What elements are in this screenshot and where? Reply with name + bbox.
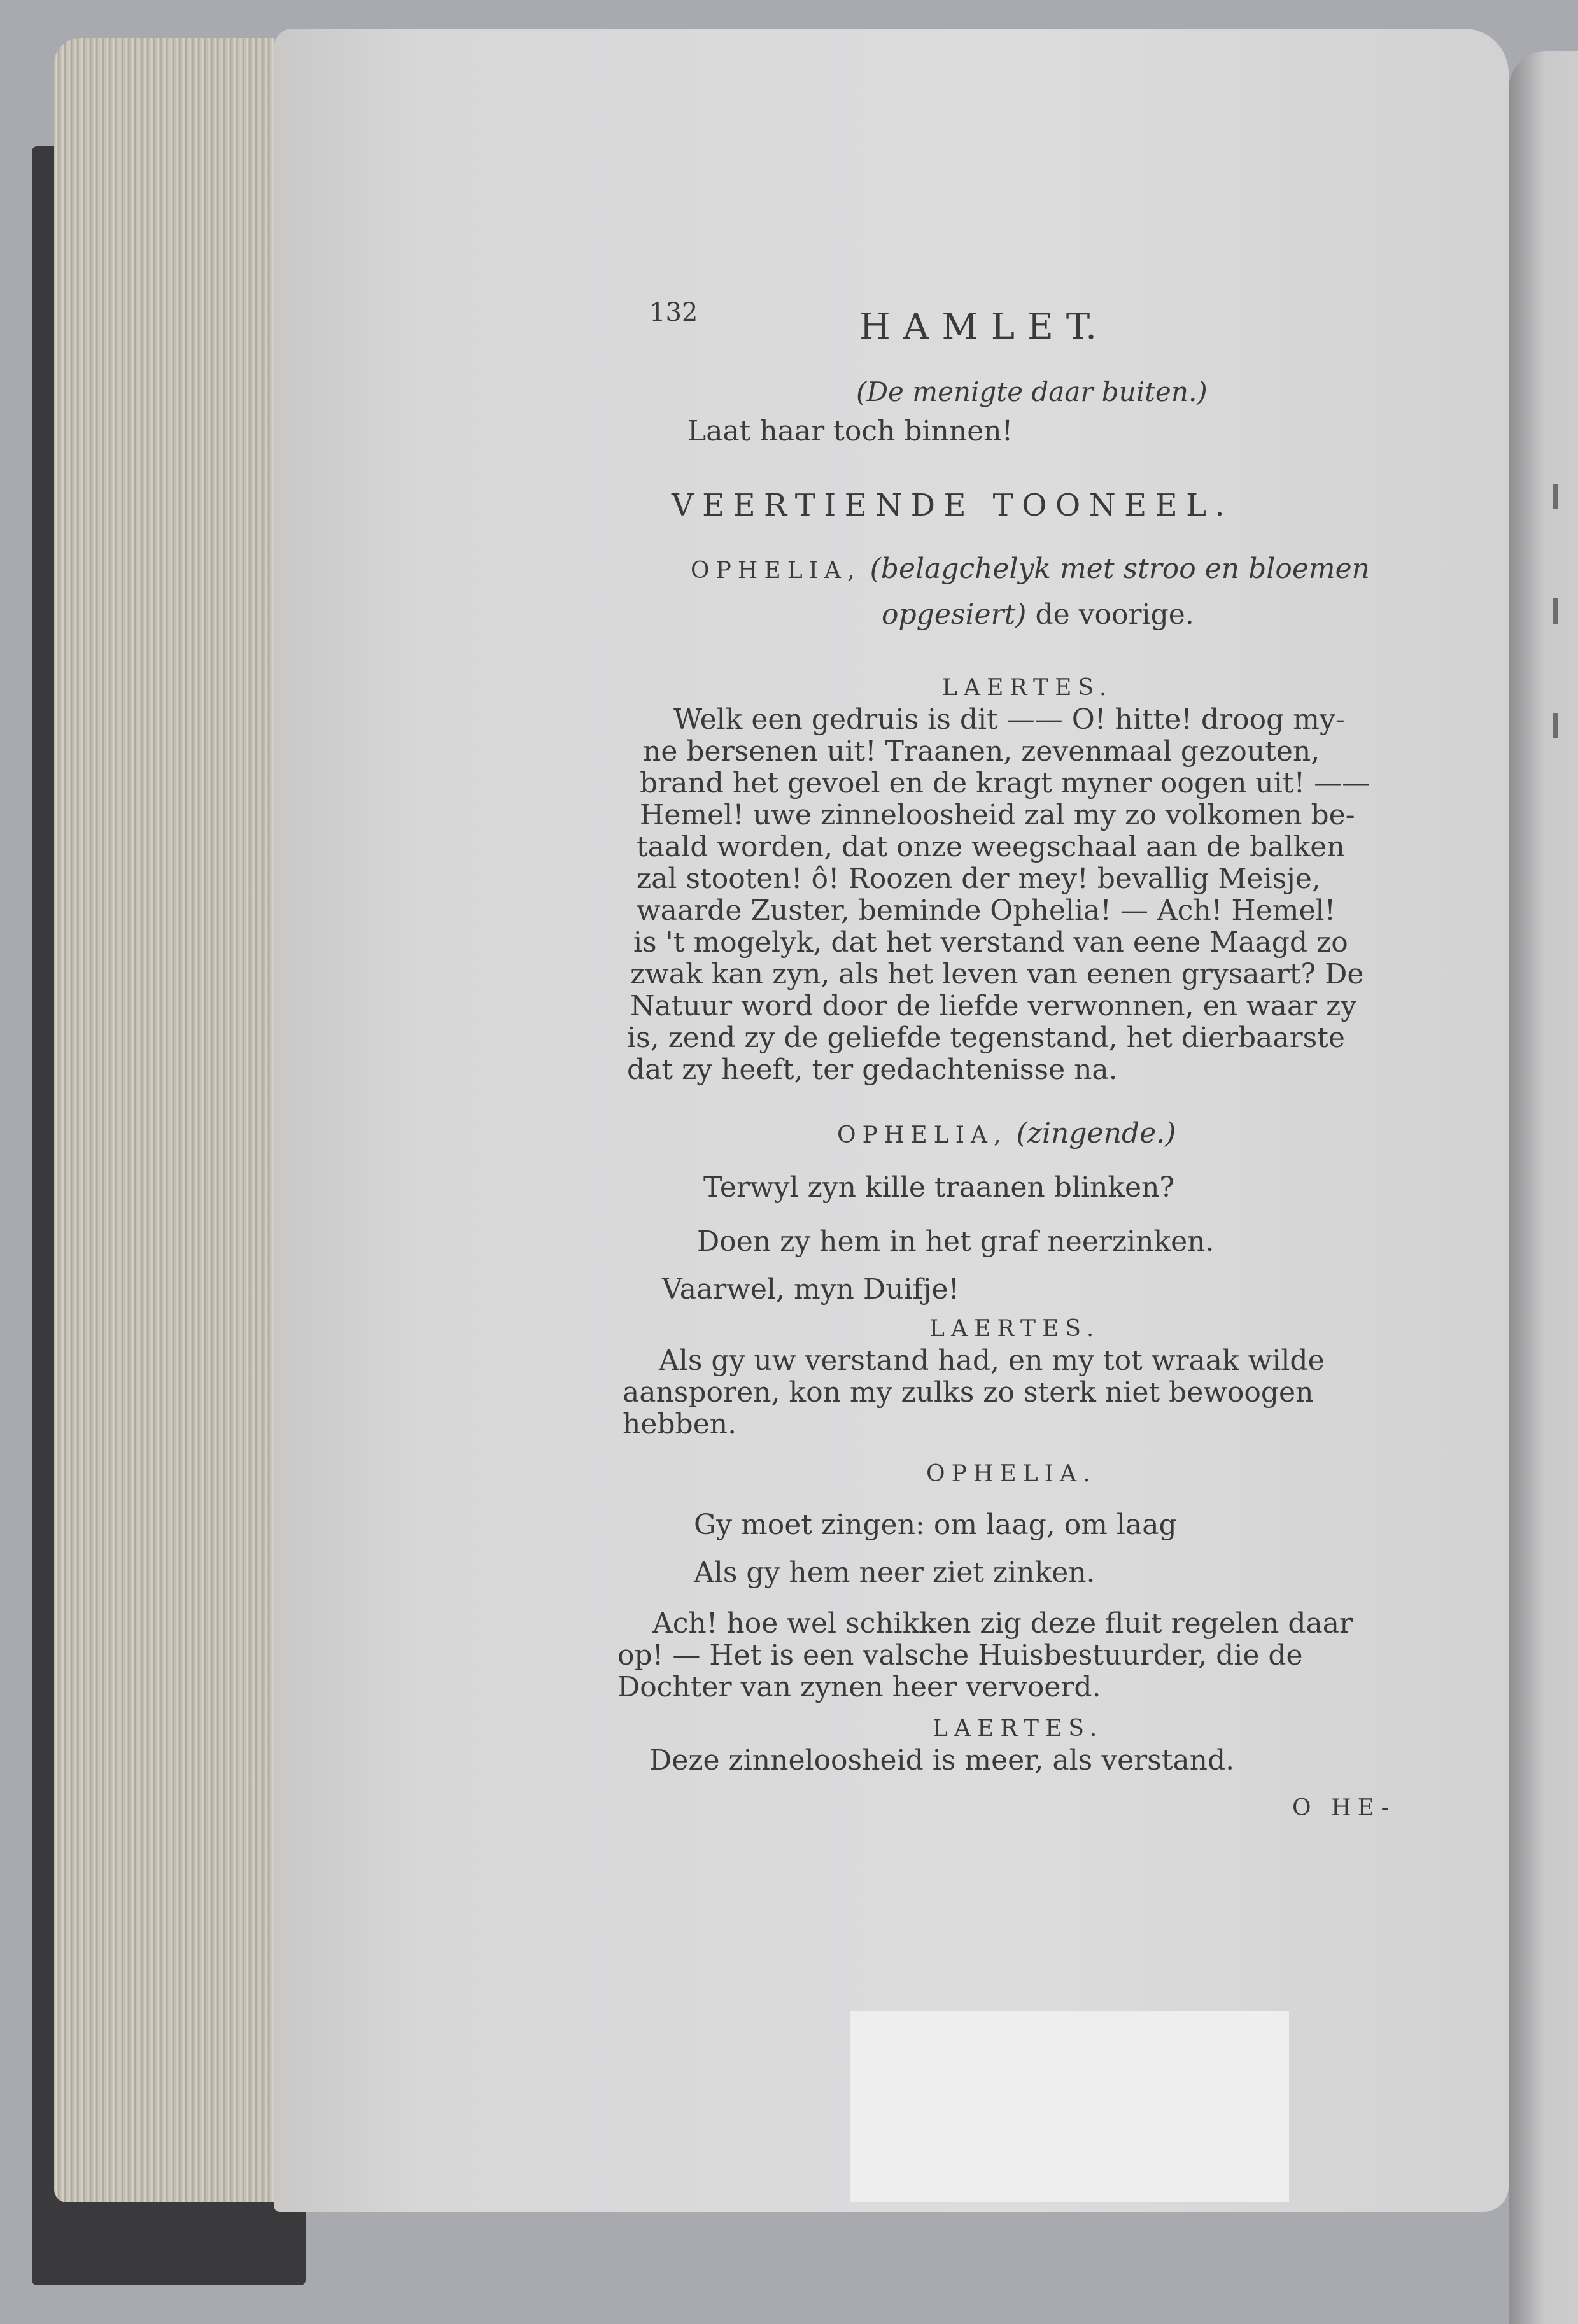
text-line: Ach! hoe wel schikken zig deze fluit regelen daar bbox=[652, 1607, 1353, 1640]
text-line: hebben. bbox=[623, 1408, 737, 1440]
speaker-name: LAERTES. bbox=[929, 1316, 1101, 1342]
text-line: dat zy heeft, ter gedachtenisse na. bbox=[627, 1053, 1118, 1086]
page-edges bbox=[54, 38, 309, 2202]
entrance-line bbox=[691, 553, 1370, 588]
text-line: zwak kan zyn, als het leven van eenen grysaart? De bbox=[630, 958, 1364, 990]
stage-direction: opgesiert) bbox=[882, 598, 1027, 631]
song-line: Doen zy hem in het graf neerzinken. bbox=[697, 1225, 1215, 1258]
entrance-line-2 bbox=[882, 598, 1194, 631]
stage-direction: (De menigte daar buiten.) bbox=[856, 376, 1208, 407]
text-line: brand het gevoel en de kragt myner oogen uit! —— bbox=[640, 767, 1370, 799]
stage-direction: (zingende.) bbox=[1016, 1117, 1176, 1150]
text-line: is 't mogelyk, dat het verstand van eene Maagd zo bbox=[633, 926, 1348, 959]
text-line: Dochter van zynen heer vervoerd. bbox=[617, 1671, 1101, 1703]
scene-heading: VEERTIENDE TOONEEL. bbox=[672, 488, 1234, 523]
text-line: Laat haar toch binnen! bbox=[687, 415, 1013, 447]
speaker-name: OPHELIA, bbox=[837, 1122, 1008, 1148]
running-title: H A M L E T. bbox=[859, 306, 1098, 348]
song-line: Terwyl zyn kille traanen blinken? bbox=[703, 1171, 1175, 1204]
text-line: Deze zinneloosheid is meer, als verstand. bbox=[649, 1744, 1235, 1777]
facing-page-text-fragments bbox=[1553, 484, 1572, 738]
song-line: Gy moet zingen: om laag, om laag bbox=[694, 1509, 1177, 1541]
text-line: waarde Zuster, beminde Ophelia! — Ach! Hemel! bbox=[637, 894, 1336, 927]
speaker-name: LAERTES. bbox=[933, 1715, 1104, 1742]
text-line: taald worden, dat onze weegschaal aan de balken bbox=[637, 831, 1345, 863]
song-line: Vaarwel, myn Duifje! bbox=[662, 1273, 960, 1306]
speaker-name: LAERTES. bbox=[942, 675, 1113, 701]
text-line: Natuur word door de liefde verwonnen, en waar zy bbox=[630, 990, 1357, 1022]
library-label bbox=[850, 2011, 1289, 2202]
text-line: aansporen, kon my zulks zo sterk niet bewoogen bbox=[623, 1376, 1314, 1409]
text-span: de voorige. bbox=[1035, 598, 1194, 631]
speaker-name: OPHELIA. bbox=[926, 1461, 1097, 1487]
text-line: zal stooten! ô! Roozen der mey! bevallig Meisje, bbox=[637, 863, 1321, 895]
text-line: op! — Het is een valsche Huisbestuurder, die de bbox=[617, 1639, 1303, 1672]
speaker-line bbox=[837, 1117, 1176, 1152]
text-line: Als gy uw verstand had, en my tot wraak wilde bbox=[659, 1344, 1325, 1377]
text-line: is, zend zy de geliefde tegenstand, het dierbaarste bbox=[627, 1022, 1345, 1054]
catchword: O HE- bbox=[1292, 1795, 1395, 1821]
song-line: Als gy hem neer ziet zinken. bbox=[694, 1556, 1095, 1589]
stage-direction: (belagchelyk met stroo en bloemen bbox=[870, 553, 1370, 585]
character-name: OPHELIA, bbox=[691, 558, 861, 584]
page-number: 132 bbox=[649, 298, 698, 327]
text-line: Hemel! uwe zinneloosheid zal my zo volkomen be- bbox=[640, 799, 1355, 831]
text-line: ne bersenen uit! Traanen, zevenmaal gezouten, bbox=[643, 735, 1320, 768]
text-line: Welk een gedruis is dit —— O! hitte! droog my- bbox=[673, 703, 1345, 736]
facing-page bbox=[1509, 51, 1578, 2324]
